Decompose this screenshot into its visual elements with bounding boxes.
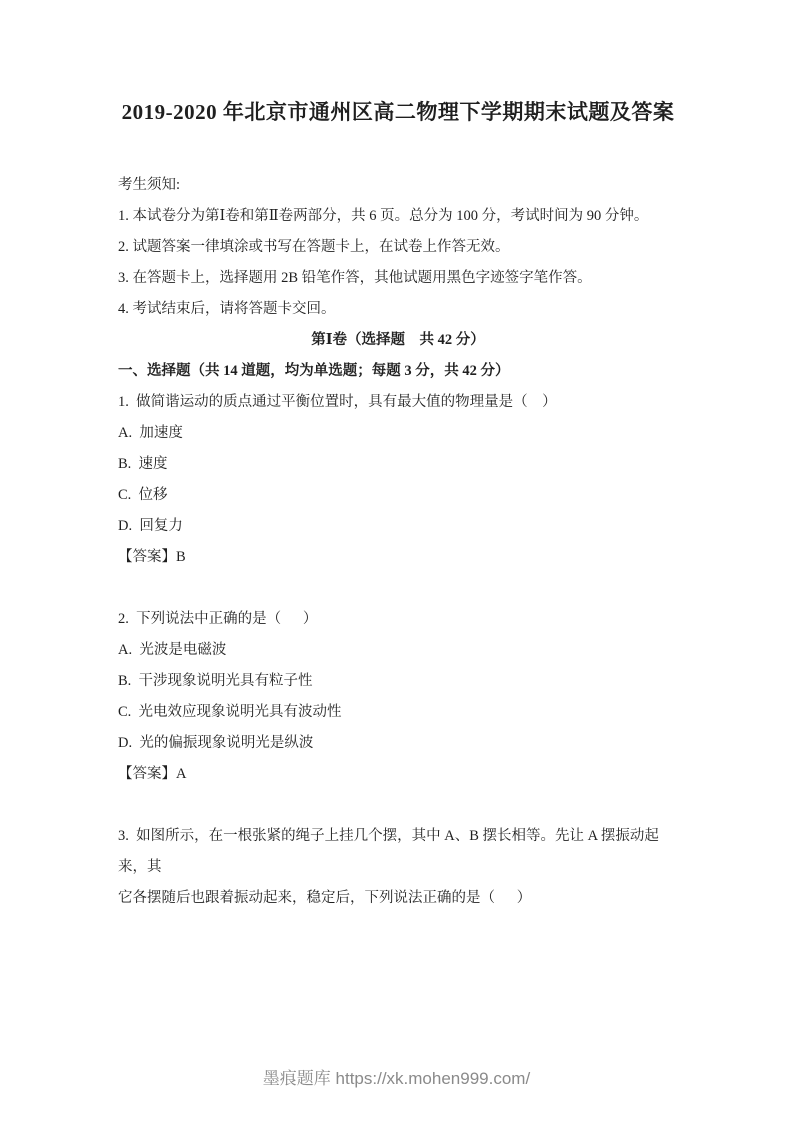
question-1-option-a: A. 加速度 [118, 425, 183, 441]
question-2-option-b: B. 干涉现象说明光具有粒子性 [118, 673, 313, 689]
question-1-option-c: C. 位移 [118, 487, 168, 503]
document-content [118, 0, 678, 914]
notice-item-1: 1. 本试卷分为第Ⅰ卷和第Ⅱ卷两部分，共 6 页。总分为 100 分，考试时间为 90 分钟。 [118, 208, 649, 224]
notice-item-2: 2. 试题答案一律填涂或书写在答题卡上，在试卷上作答无效。 [118, 239, 510, 255]
notice-item-3: 3. 在答题卡上，选择题用 2B 铅笔作答，其他试题用黑色字迹签字笔作答。 [118, 270, 592, 286]
question-1-answer: 【答案】B [118, 549, 186, 565]
question-1-stem: 1. 做简谐运动的质点通过平衡位置时，具有最大值的物理量是（ ） [118, 394, 557, 410]
question-2-answer: 【答案】A [118, 766, 187, 782]
section-1-heading: 一、选择题（共 14 道题，均为单选题；每题 3 分，共 42 分） [118, 363, 510, 379]
notice-item-4: 4. 考试结束后，请将答题卡交回。 [118, 301, 336, 317]
footer-watermark-text: 墨痕题库 https://xk.mohen999.com/ [262, 1069, 531, 1088]
part-1-heading: 第Ⅰ卷（选择题 共 42 分） [311, 332, 485, 348]
question-2-option-a: A. 光波是电磁波 [118, 642, 227, 658]
question-3-stem-line-1: 3. 如图所示，在一根张紧的绳子上挂几个摆，其中 A、B 摆长相等。先让 A 摆振动起来，其 [118, 828, 659, 875]
page-footer [0, 1068, 793, 1090]
notice-heading: 考生须知: [118, 177, 181, 193]
blank-line [118, 573, 678, 604]
question-2-option-d: D. 光的偏振现象说明光是纵波 [118, 735, 314, 751]
question-1-option-d: D. 回复力 [118, 518, 183, 534]
question-2-option-c: C. 光电效应现象说明光具有波动性 [118, 704, 342, 720]
question-3-stem-line-2: 它各摆随后也跟着振动起来，稳定后，下列说法正确的是（ ） [118, 890, 532, 906]
document-title: 2019-2020 年北京市通州区高二物理下学期期末试题及答案 [121, 100, 675, 124]
question-2-stem: 2. 下列说法中正确的是（ ） [118, 611, 318, 627]
question-1-option-b: B. 速度 [118, 456, 168, 472]
blank-line [118, 790, 678, 821]
